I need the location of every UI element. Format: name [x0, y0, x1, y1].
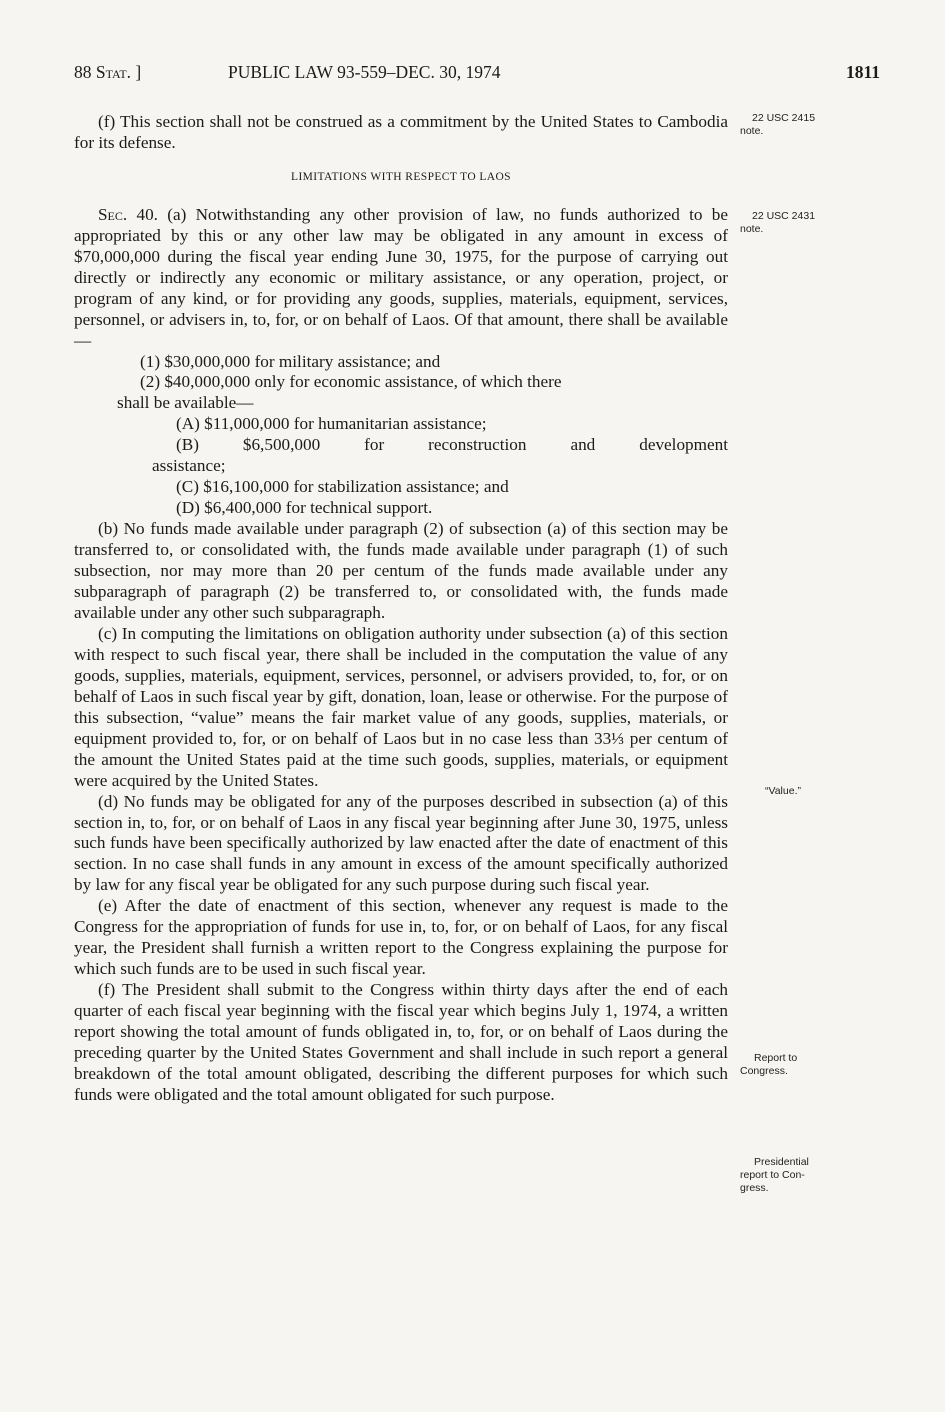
paragraph-1: (1) $30,000,000 for military assistance; and — [140, 351, 441, 371]
statute-volume: 88 Stat. ] — [74, 62, 142, 82]
page-header — [74, 62, 880, 86]
subparagraph-c: (C) $16,100,000 for stabilization assistance; and — [176, 477, 509, 497]
margin-note-report-to-congress — [740, 1052, 860, 1078]
statute-body — [74, 112, 728, 1106]
margin-note-label: note. — [740, 125, 764, 137]
section-heading: LIMITATIONS WITH RESPECT TO LAOS — [291, 170, 511, 183]
subparagraph-d: (D) $6,400,000 for technical support. — [176, 498, 433, 518]
paragraph-2-continued: shall be available— — [117, 393, 254, 413]
subparagraph-b: (B) $6,500,000 for reconstruction and development — [176, 435, 728, 455]
margin-note-line: gress. — [740, 1182, 769, 1194]
section-39f-paragraph: (f) This section shall not be construed as a commitment by the United States to Cambodia for its defense. — [74, 112, 728, 152]
running-title: PUBLIC LAW 93-559–DEC. 30, 1974 — [228, 62, 501, 82]
paragraph-2: (2) $40,000,000 only for economic assistance, of which there — [140, 372, 562, 392]
margin-citation: 22 USC 2415 — [752, 112, 816, 124]
page-number: 1811 — [845, 62, 880, 82]
subparagraph-b-continued: assistance; — [152, 456, 226, 476]
sec40-a-paragraph — [74, 205, 728, 352]
margin-note-line: Report to — [754, 1052, 798, 1064]
margin-note-22-usc-2431 — [740, 210, 860, 236]
margin-note-line: report to Con- — [740, 1169, 805, 1181]
sec40-f-paragraph: (f) The President shall submit to the Congress within thirty days after the end of each quarter of each fiscal year beginning with the fiscal year which begins July 1, 1974, a written report showing the total amount of funds obligated in, to, for, or on behalf of Laos during the preceding quarter by the United States Government and shall include in such report a general breakdown of the total amount obligated, describing the different purposes for which such funds were obligated and the total amount obligated for such purpose. — [74, 980, 728, 1104]
margin-note-line: Congress. — [740, 1065, 788, 1077]
subparagraph-a: (A) $11,000,000 for humanitarian assistance; — [176, 414, 487, 434]
margin-note-value: “Value.” — [765, 785, 801, 797]
margin-note-22-usc-2415 — [740, 112, 860, 138]
sec40-d-paragraph: (d) No funds may be obligated for any of the purposes described in subsection (a) of this section in, to, for, or on behalf of Laos in any fiscal year beginning after June 30, 1975, unless such funds have been specifically authorized by law enacted after the date of enactment of this section. In no case shall funds in any amount in excess of the amount specifically authorized by law for any fiscal year be obligated for any such purpose during such fiscal year. — [74, 791, 728, 895]
margin-note-line: Presidential — [754, 1156, 809, 1168]
sec40-b-paragraph: (b) No funds made available under paragraph (2) of subsection (a) of this section may be transferred to, or consolidated with, the funds made available under paragraph (1) of such subsection, nor may more than 20 per centum of the funds made available under any subparagraph of paragraph (2) be transferred to, or consolidated with, the funds made available under any other such subparagraph. — [74, 519, 728, 622]
margin-citation: 22 USC 2431 — [752, 210, 816, 222]
margin-note-label: note. — [740, 223, 764, 235]
sec40-a-text: (a) Notwithstanding any other provision of law, no funds authorized to be appropriated by this or any other law may be obligated in any amount in excess of $70,000,000 during the fiscal year ending June 30, 1975, for the purpose of carrying out directly or indirectly any economic or military assistance, or any operation, project, or program of any kind, or for providing any goods, supplies, materials, equipment, services, personnel, or advisers in, to, for, or on behalf of Laos. Of that amount, there shall be available— — [74, 204, 728, 350]
section-number: Sec. 40. — [98, 204, 158, 224]
margin-note-presidential-report — [740, 1156, 860, 1195]
sec40-c-paragraph: (c) In computing the limitations on obligation authority under subsection (a) of this section with respect to such fiscal year, there shall be included in the computation the value of any goods, supplies, materials, equipment, services, personnel, or advisers provided, to, for, or on behalf of Laos in such fiscal year by gift, donation, loan, lease or otherwise. For the purpose of this subsection, “value” means the fair market value of any goods, supplies, materials, or equipment provided to, for, or on behalf of Laos but in no case less than 33⅓ per centum of the amount the United States paid at the time such goods, supplies, materials, or equipment were acquired by the United States. — [74, 623, 728, 790]
sec40-e-paragraph: (e) After the date of enactment of this section, whenever any request is made to the Congress for the appropriation of funds for use in, to, for, or on behalf of Laos, for any fiscal year, the President shall furnish a written report to the Congress explaining the purpose for which such funds are to be used in such fiscal year. — [74, 896, 728, 979]
